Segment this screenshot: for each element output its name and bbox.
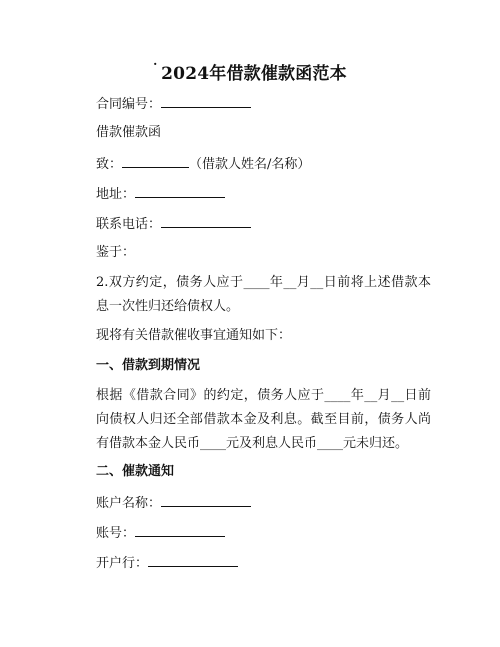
contract-number-label: 合同编号： <box>96 97 162 112</box>
contract-number-blank <box>161 94 251 108</box>
account-name-blank <box>161 493 251 507</box>
title-row <box>0 59 500 84</box>
contract-number-line <box>96 94 251 113</box>
account-number-blank <box>135 523 225 537</box>
letter-name: 借款催款函 <box>96 125 162 140</box>
address-label: 地址： <box>96 187 136 202</box>
recipient-prefix: 致： <box>96 157 123 172</box>
account-number-line <box>96 523 225 542</box>
account-name-line <box>96 493 251 512</box>
bank-line <box>96 553 238 572</box>
bank-blank <box>148 553 238 567</box>
account-number-label: 账号： <box>96 526 136 541</box>
section-1-heading: 一、借款到期情况 <box>96 358 201 373</box>
recipient-line <box>96 154 310 173</box>
bank-label: 开户行： <box>96 556 149 571</box>
agreement-paragraph: 2.双方约定，债务人应于____年__月__日前将上述借款本息一次性归还给债权人。 <box>96 275 431 314</box>
phone-blank <box>161 214 251 228</box>
section-1-paragraph: 根据《借款合同》的约定，债务人应于____年__月__日前向债权人归还全部借款本金及利息。截至目前，债务人尚有借款本金人民币____元及利息人民币____元未归还。 <box>96 388 431 451</box>
account-name-label: 账户名称： <box>96 496 162 511</box>
attention-line <box>96 244 135 261</box>
document-title: 2024年借款催款函范本 <box>161 64 347 84</box>
notice-intro-line <box>96 327 291 344</box>
address-blank <box>135 184 225 198</box>
section-2-heading: 二、催款通知 <box>96 464 175 479</box>
phone-label: 联系电话： <box>96 217 162 232</box>
recipient-name-blank <box>122 154 189 168</box>
notice-intro: 现将有关借款催收事宜通知如下： <box>96 328 292 343</box>
address-line <box>96 184 225 203</box>
phone-line <box>96 214 251 233</box>
attention-label: 鉴于： <box>96 245 136 260</box>
letter-name-line <box>96 124 161 141</box>
recipient-suffix: （借款人姓名/名称） <box>189 157 311 172</box>
title-marker-dot: · <box>153 57 158 71</box>
document-title-container <box>153 59 347 84</box>
